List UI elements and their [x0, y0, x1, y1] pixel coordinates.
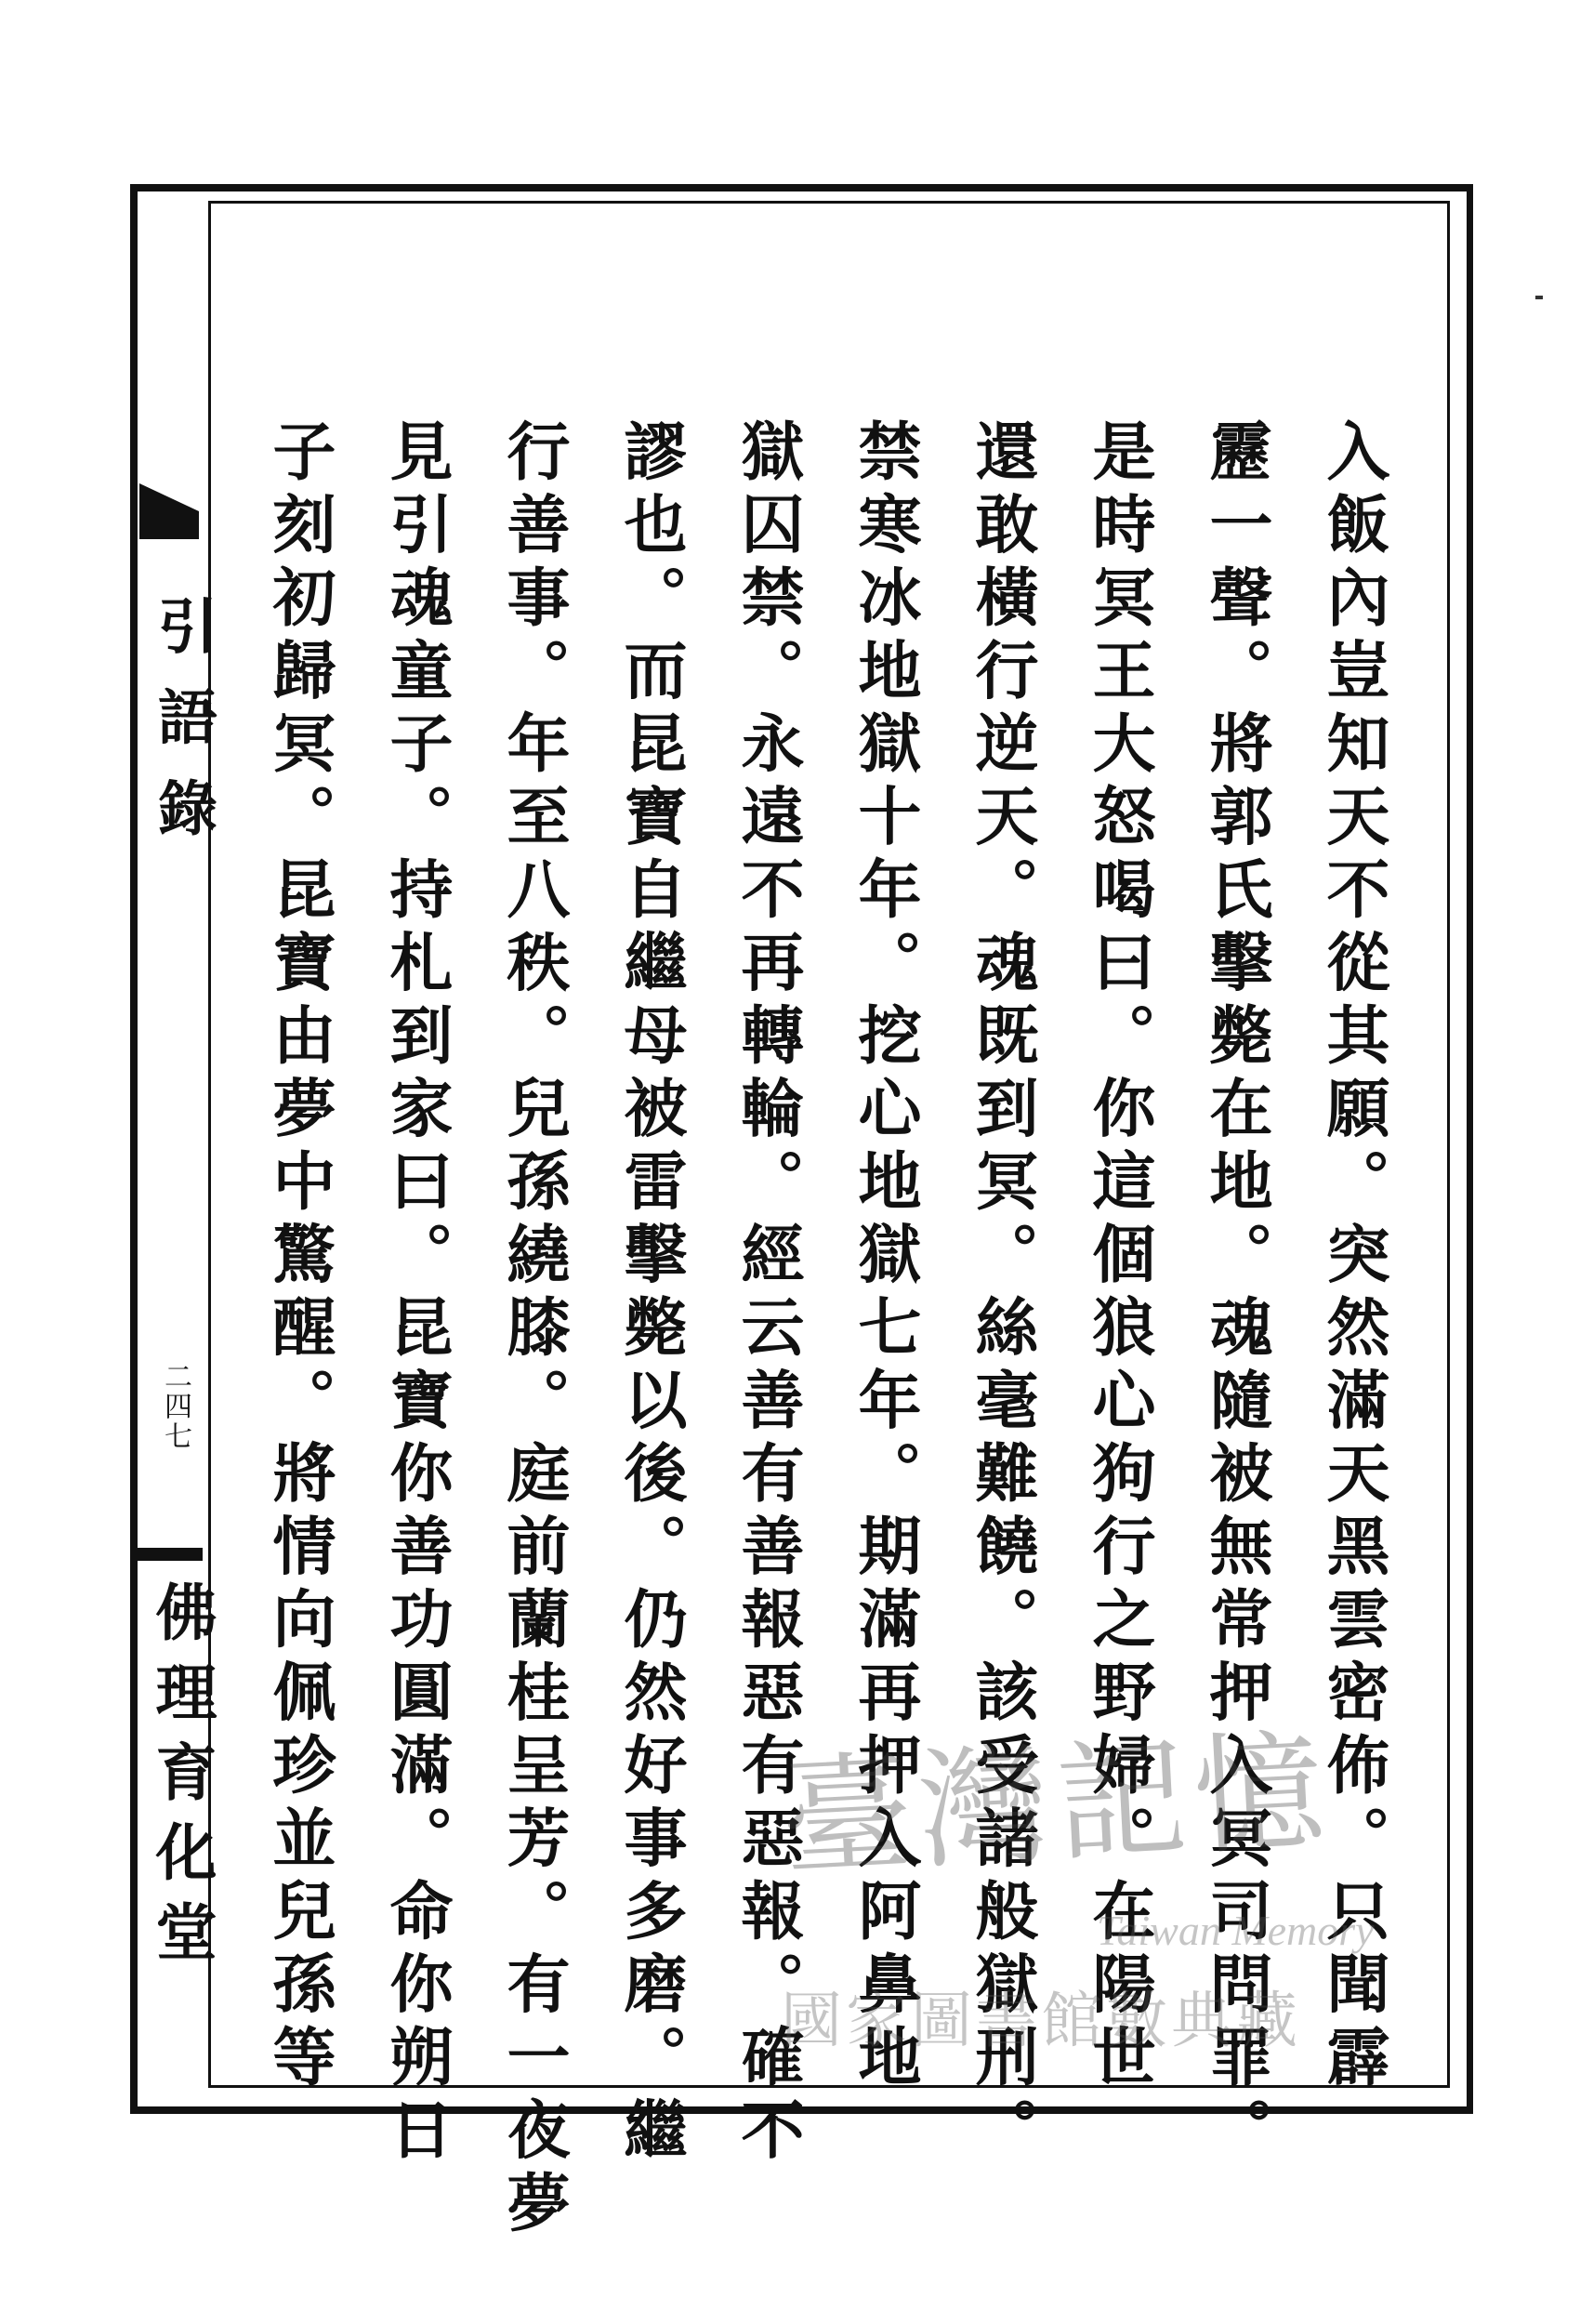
text-column: 謬也。而昆寶自繼母被雷擊斃以後。仍然好事多磨。繼: [613, 418, 688, 2170]
text-column: 是時冥王大怒喝曰。你這個狼心狗行之野婦。在陽世: [1082, 418, 1156, 2097]
text-column: 禁寒冰地獄十年。挖心地獄七年。期滿再押入阿鼻地: [848, 418, 922, 2097]
watermark-title: 臺灣記憶: [777, 1715, 1336, 1896]
margin-divider: [136, 1548, 203, 1561]
book-title: 引語錄: [148, 595, 217, 868]
watermark-institution: 國家圖書館數典藏: [781, 1985, 1301, 2056]
text-column: 見引魂童子。持札到家曰。昆寶你善功圓滿。命你朔日: [379, 418, 454, 2170]
main-text: [240, 418, 1411, 2243]
watermark-english: Taiwan Memory: [1097, 1907, 1375, 1954]
fish-tail-mark-icon: [139, 483, 199, 539]
scan-speck: [1535, 296, 1543, 299]
text-column: 還敢橫行逆天。魂既到冥。絲毫難饒。該受諸般獄刑。: [965, 418, 1039, 2170]
page-number: 二四七: [159, 1362, 191, 1451]
publisher-name: 佛理育化堂: [145, 1580, 217, 1980]
text-column: 入飯內豈知天不從其願。突然滿天黑雲密佈。只聞霹: [1316, 418, 1390, 2097]
text-column: 靂一聲。將郭氏擊斃在地。魂隨被無常押入冥司問罪。: [1199, 418, 1273, 2170]
text-column: 獄囚禁。永遠不再轉輪。經云善有善報惡有惡報。確不: [731, 418, 805, 2170]
text-column: 子刻初歸冥。昆寶由夢中驚醒。將情向佩珍並兒孫等: [262, 418, 336, 2097]
text-column: 行善事。年至八秩。兒孫繞膝。庭前蘭桂呈芳。有一夜夢: [496, 418, 571, 2243]
